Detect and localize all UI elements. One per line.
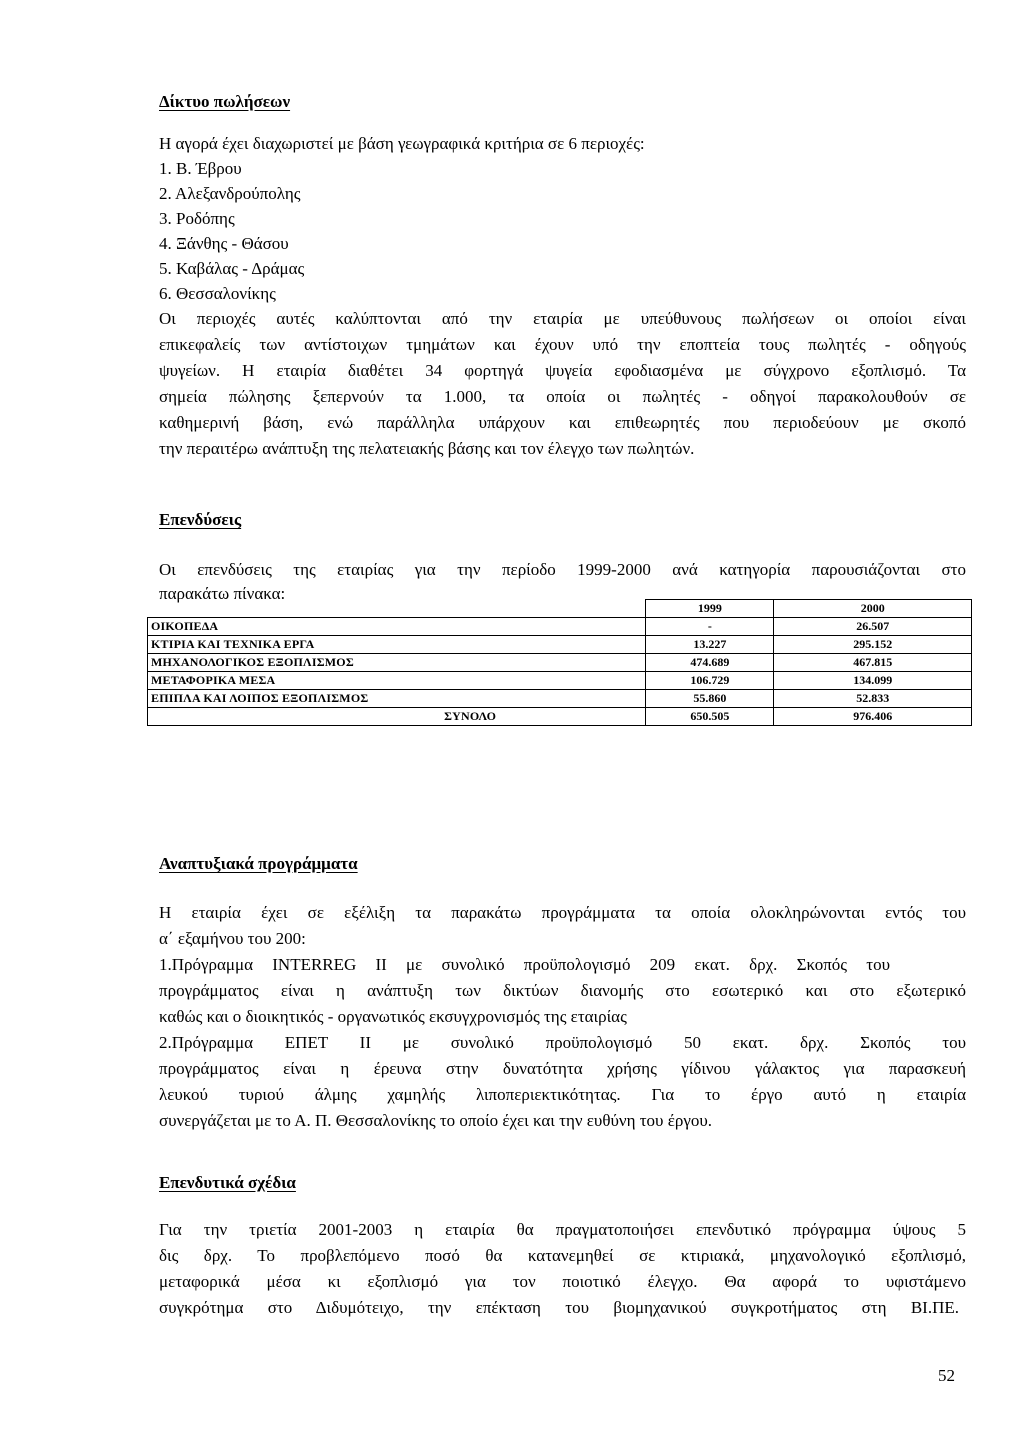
paragraph-line: συγκρότημα στο Διδυμότειχο, την επέκταση του βιομηχανικού συγκροτήματος στη ΒΙ.ΠΕ. xyxy=(159,1298,959,1317)
paragraph-line: ψυγείων. Η εταιρία διαθέτει 34 φορτηγά ψυγεία εφοδιασμένα με σύγχρονο εξοπλισμό. Τα xyxy=(159,361,966,380)
category-cell: ΟΙΚΟΠΕΔΑ xyxy=(148,618,646,636)
paragraph-line: μεταφορικά μέσα κι εξοπλισμό για τον ποιοτικό έλεγχο. Θα αφορά το υφιστάμενο xyxy=(159,1272,966,1291)
list-item: 5. Καβάλας - Δράμας xyxy=(159,259,305,278)
table-row xyxy=(148,618,972,636)
table-header-row xyxy=(148,600,972,618)
paragraph-line: Η εταιρία έχει σε εξέλιξη τα παρακάτω προγράμματα τα οποία ολοκληρώνονται εντός του xyxy=(159,903,966,922)
sales-network-heading: Δίκτυο πωλήσεων xyxy=(159,92,291,111)
paragraph-line: 2.Πρόγραμμα ΕΠΕΤ II με συνολικό προϋπολογισμό 50 εκατ. δρχ. Σκοπός του xyxy=(159,1033,966,1052)
list-item: 6. Θεσσαλονίκης xyxy=(159,284,276,303)
table-row xyxy=(148,654,972,672)
investments-intro-line: Οι επενδύσεις της εταιρίας για την περίοδο 1999-2000 ανά κατηγορία παρουσιάζονται στο xyxy=(159,560,966,579)
total-label-cell: ΣΥΝΟΛΟ xyxy=(148,708,646,726)
investment-plans-heading: Επενδυτικά σχέδια xyxy=(159,1173,296,1192)
list-item: 3. Ροδόπης xyxy=(159,209,235,228)
value-2000-cell: 295.152 xyxy=(774,636,972,654)
paragraph-line: προγράμματος είναι η έρευνα στην δυνατότητα χρήσης γίδινου γάλακτος για παρασκευή xyxy=(159,1059,966,1078)
paragraph-line: λευκού τυριού άλμης χαμηλής λιποπεριεκτικότητας. Για το έργο αυτό η εταιρία xyxy=(159,1085,966,1104)
investments-table xyxy=(147,599,972,726)
list-item: 1. Β. Έβρου xyxy=(159,159,242,178)
category-cell: ΜΗΧΑΝΟΛΟΓΙΚΟΣ ΕΞΟΠΛΙΣΜΟΣ xyxy=(148,654,646,672)
column-header-1999: 1999 xyxy=(646,600,774,618)
paragraph-line: καθώς και ο διοικητικός - οργανωτικός εκσυγχρονισμός της εταιρίας xyxy=(159,1007,627,1026)
paragraph-line: συνεργάζεται με το Α. Π. Θεσσαλονίκης το οποίο έχει και την ευθύνη του έργου. xyxy=(159,1111,713,1130)
value-1999-cell: 13.227 xyxy=(646,636,774,654)
paragraph-line: σημεία πώλησης ξεπερνούν τα 1.000, τα οποία οι πωλητές - οδηγοί παρακολουθούν σε xyxy=(159,387,966,406)
table-corner xyxy=(148,600,646,618)
value-2000-cell: 52.833 xyxy=(774,690,972,708)
category-cell: ΚΤΙΡΙΑ ΚΑΙ ΤΕΧΝΙΚΑ ΕΡΓΑ xyxy=(148,636,646,654)
value-1999-cell: 55.860 xyxy=(646,690,774,708)
paragraph-line: καθημερινή βάση, ενώ παράλληλα υπάρχουν και επιθεωρητές που περιοδεύουν με σκοπό xyxy=(159,413,966,432)
column-header-2000: 2000 xyxy=(774,600,972,618)
investments-intro-line: παρακάτω πίνακα: xyxy=(159,584,286,603)
total-2000-cell: 976.406 xyxy=(774,708,972,726)
paragraph-line: α΄ εξαμήνου του 200: xyxy=(159,929,306,948)
value-1999-cell: 474.689 xyxy=(646,654,774,672)
table-row xyxy=(148,636,972,654)
total-1999-cell: 650.505 xyxy=(646,708,774,726)
paragraph-line: 1.Πρόγραμμα INTERREG II με συνολικό προϋπολογισμό 209 εκατ. δρχ. Σκοπός του xyxy=(159,955,890,974)
table-total-row xyxy=(148,708,972,726)
value-1999-cell: 106.729 xyxy=(646,672,774,690)
list-item: 2. Αλεξανδρούπολης xyxy=(159,184,301,203)
investments-heading: Επενδύσεις xyxy=(159,510,242,529)
table-row xyxy=(148,690,972,708)
value-2000-cell: 134.099 xyxy=(774,672,972,690)
value-2000-cell: 26.507 xyxy=(774,618,972,636)
paragraph-line: Οι περιοχές αυτές καλύπτονται από την εταιρία με υπεύθυνους πωλήσεων οι οποίοι είναι xyxy=(159,309,966,328)
paragraph-line: δις δρχ. Το προβλεπόμενο ποσό θα κατανεμηθεί σε κτιριακά, μηχανολογικό εξοπλισμό, xyxy=(159,1246,966,1265)
paragraph-line: Για την τριετία 2001-2003 η εταιρία θα πραγματοποιήσει επενδυτικό πρόγραμμα ύψους 5 xyxy=(159,1220,966,1239)
paragraph-line: επικεφαλείς των αντίστοιχων τμημάτων και έχουν υπό την εποπτεία τους πωλητές - οδηγούς xyxy=(159,335,966,354)
category-cell: ΕΠΙΠΛΑ ΚΑΙ ΛΟΙΠΟΣ ΕΞΟΠΛΙΣΜΟΣ xyxy=(148,690,646,708)
value-2000-cell: 467.815 xyxy=(774,654,972,672)
value-1999-cell: - xyxy=(646,618,774,636)
table-row xyxy=(148,672,972,690)
paragraph-line: την περαιτέρω ανάπτυξη της πελατειακής βάσης και τον έλεγχο των πωλητών. xyxy=(159,439,695,458)
sales-network-intro: Η αγορά έχει διαχωριστεί με βάση γεωγραφικά κριτήρια σε 6 περιοχές: xyxy=(159,134,645,153)
page-number: 52 xyxy=(938,1366,955,1385)
category-cell: ΜΕΤΑΦΟΡΙΚΑ ΜΕΣΑ xyxy=(148,672,646,690)
paragraph-line: προγράμματος είναι η ανάπτυξη των δικτύων διανομής στο εσωτερικό και στο εξωτερικό xyxy=(159,981,966,1000)
list-item: 4. Ξάνθης - Θάσου xyxy=(159,234,289,253)
dev-programs-heading: Αναπτυξιακά προγράμματα xyxy=(159,854,358,873)
